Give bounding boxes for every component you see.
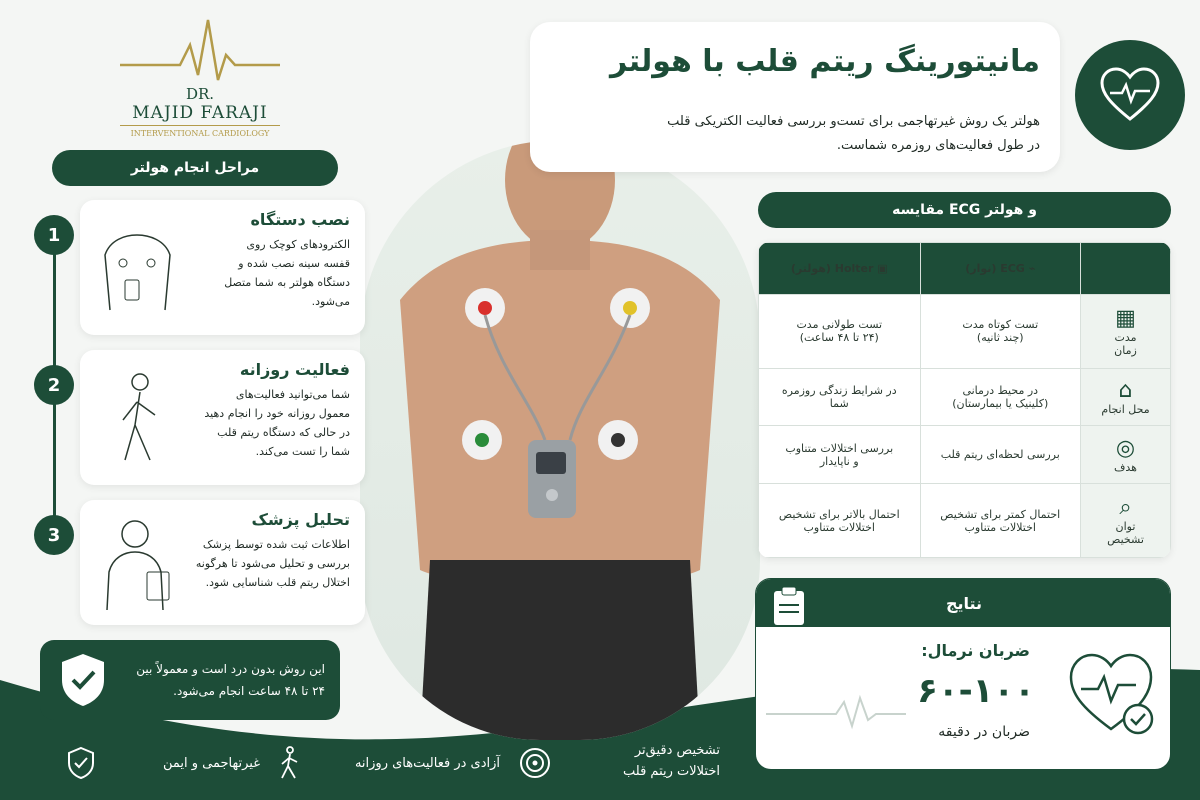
heart-badge	[1075, 40, 1185, 150]
results-card	[755, 578, 1171, 770]
title-card	[530, 22, 1060, 172]
magnifier-icon: ⌕	[1119, 495, 1132, 521]
step-3: 3 تحلیل پزشک اطلاعات ثبت شده توسط پزشک بررسی و تحلیل می‌شود تا هرگونه اختلال ریتم قلب شناسایی شود.	[30, 500, 340, 625]
step-2: 2 فعالیت روزانه شما می‌توانید فعالیت‌های معمول روزانه خود را انجام دهید در حالی که دستگاه ریتم قلب شما را تست می‌کند.	[30, 350, 340, 485]
comparison-title: مقایسه ECG و هولتر	[892, 202, 1037, 218]
chest-electrodes-icon	[95, 215, 180, 315]
step-number: 1	[34, 215, 74, 255]
shield-check-icon	[58, 652, 108, 708]
home-icon: ⌂	[1118, 378, 1133, 404]
col-ecg: ⌁ ECG (نوار)	[920, 243, 1080, 295]
footer-item-freedom: آزادی در فعالیت‌های روزانه	[354, 755, 500, 771]
row-label: ⌕ توان تشخیص	[1081, 484, 1171, 558]
page-title: مانیتورینگ ریتم قلب با هولتر	[610, 44, 1040, 79]
heartbeat-line-icon	[120, 15, 280, 85]
rate-unit: ضربان در دقیقه	[938, 724, 1030, 740]
patient-photo	[360, 140, 760, 740]
row-label: ⌂ محل انجام	[1081, 368, 1171, 426]
logo	[120, 15, 280, 138]
row-label: ▦ مدت زمان	[1081, 295, 1171, 369]
step-1: 1 نصب دستگاه الکترودهای کوچک روی قفسه سینه نصب شده و دستگاه هولتر به شما متصل می‌شود.	[30, 200, 340, 335]
step-number: 3	[34, 515, 74, 555]
footer-item-safe: غیرتهاجمی و ایمن	[162, 755, 260, 771]
col-holter: ▣ Holter (هولتر)	[759, 243, 921, 295]
ecg-pulse-icon: ⌁	[1028, 262, 1036, 275]
normal-label: ضربان نرمال:	[921, 641, 1030, 660]
comparison-table	[758, 242, 1171, 558]
safety-note-line-1: این روش بدون درد است و معمولاً بین	[136, 662, 325, 676]
step-title: تحلیل پزشک	[251, 510, 350, 529]
steps-title: مراحل انجام هولتر	[130, 160, 260, 176]
heart-pulse-icon	[1100, 67, 1160, 123]
safety-note	[40, 640, 340, 720]
target-icon: ◎	[1115, 435, 1136, 461]
shield-check-icon	[66, 746, 96, 780]
logo-specialty: INTERVENTIONAL CARDIOLOGY	[120, 125, 280, 138]
table-row: ◎ هدف بررسی لحظه‌ای ریتم قلب بررسی اختلالات متناوب و ناپایدار	[759, 426, 1171, 484]
walking-icon	[276, 746, 302, 780]
step-number: 2	[34, 365, 74, 405]
results-header	[756, 579, 1171, 627]
steps-header	[52, 150, 338, 186]
results-title: نتایج	[945, 593, 983, 613]
holter-device-icon: ▣	[877, 262, 888, 275]
table-row: ⌂ محل انجام در محیط درمانی (کلینیک یا بیمارستان) در شرایط زندگی روزمره شما	[759, 368, 1171, 426]
intro-line-1: هولتر یک روش غیرتهاجمی برای تست‌و بررسی فعالیت الکتریکی قلب	[667, 114, 1040, 129]
step-title: نصب دستگاه	[250, 210, 350, 229]
clipboard-icon	[766, 583, 812, 629]
footer-bar	[40, 738, 720, 788]
heart-rate-range: ۶۰-۱۰۰	[917, 671, 1035, 711]
comparison-header	[758, 192, 1171, 228]
target-icon	[518, 746, 552, 780]
table-row: ⌕ توان تشخیص احتمال کمتر برای تشخیص اختلالات متناوب احتمال بالاتر برای تشخیص اختلالات متناوب	[759, 484, 1171, 558]
footer-item-accuracy: تشخیص دقیق‌تر اختلالات ریتم قلب	[623, 743, 720, 779]
logo-dr: DR.	[185, 85, 215, 103]
step-title: فعالیت روزانه	[239, 360, 350, 379]
heart-check-icon	[1066, 649, 1156, 739]
calendar-icon: ▦	[1115, 305, 1136, 331]
ecg-trace-decoration	[766, 694, 906, 734]
row-label: ◎ هدف	[1081, 426, 1171, 484]
table-row: ▦ مدت زمان تست کوتاه مدت (چند ثانیه) تست طولانی مدت (۲۴ تا ۴۸ ساعت)	[759, 295, 1171, 369]
logo-name: MAJID FARAJI	[132, 103, 268, 123]
intro-line-2: در طول فعالیت‌های روزمره شماست.	[836, 138, 1040, 153]
safety-note-line-2: ۲۴ تا ۴۸ ساعت انجام می‌شود.	[173, 684, 325, 698]
